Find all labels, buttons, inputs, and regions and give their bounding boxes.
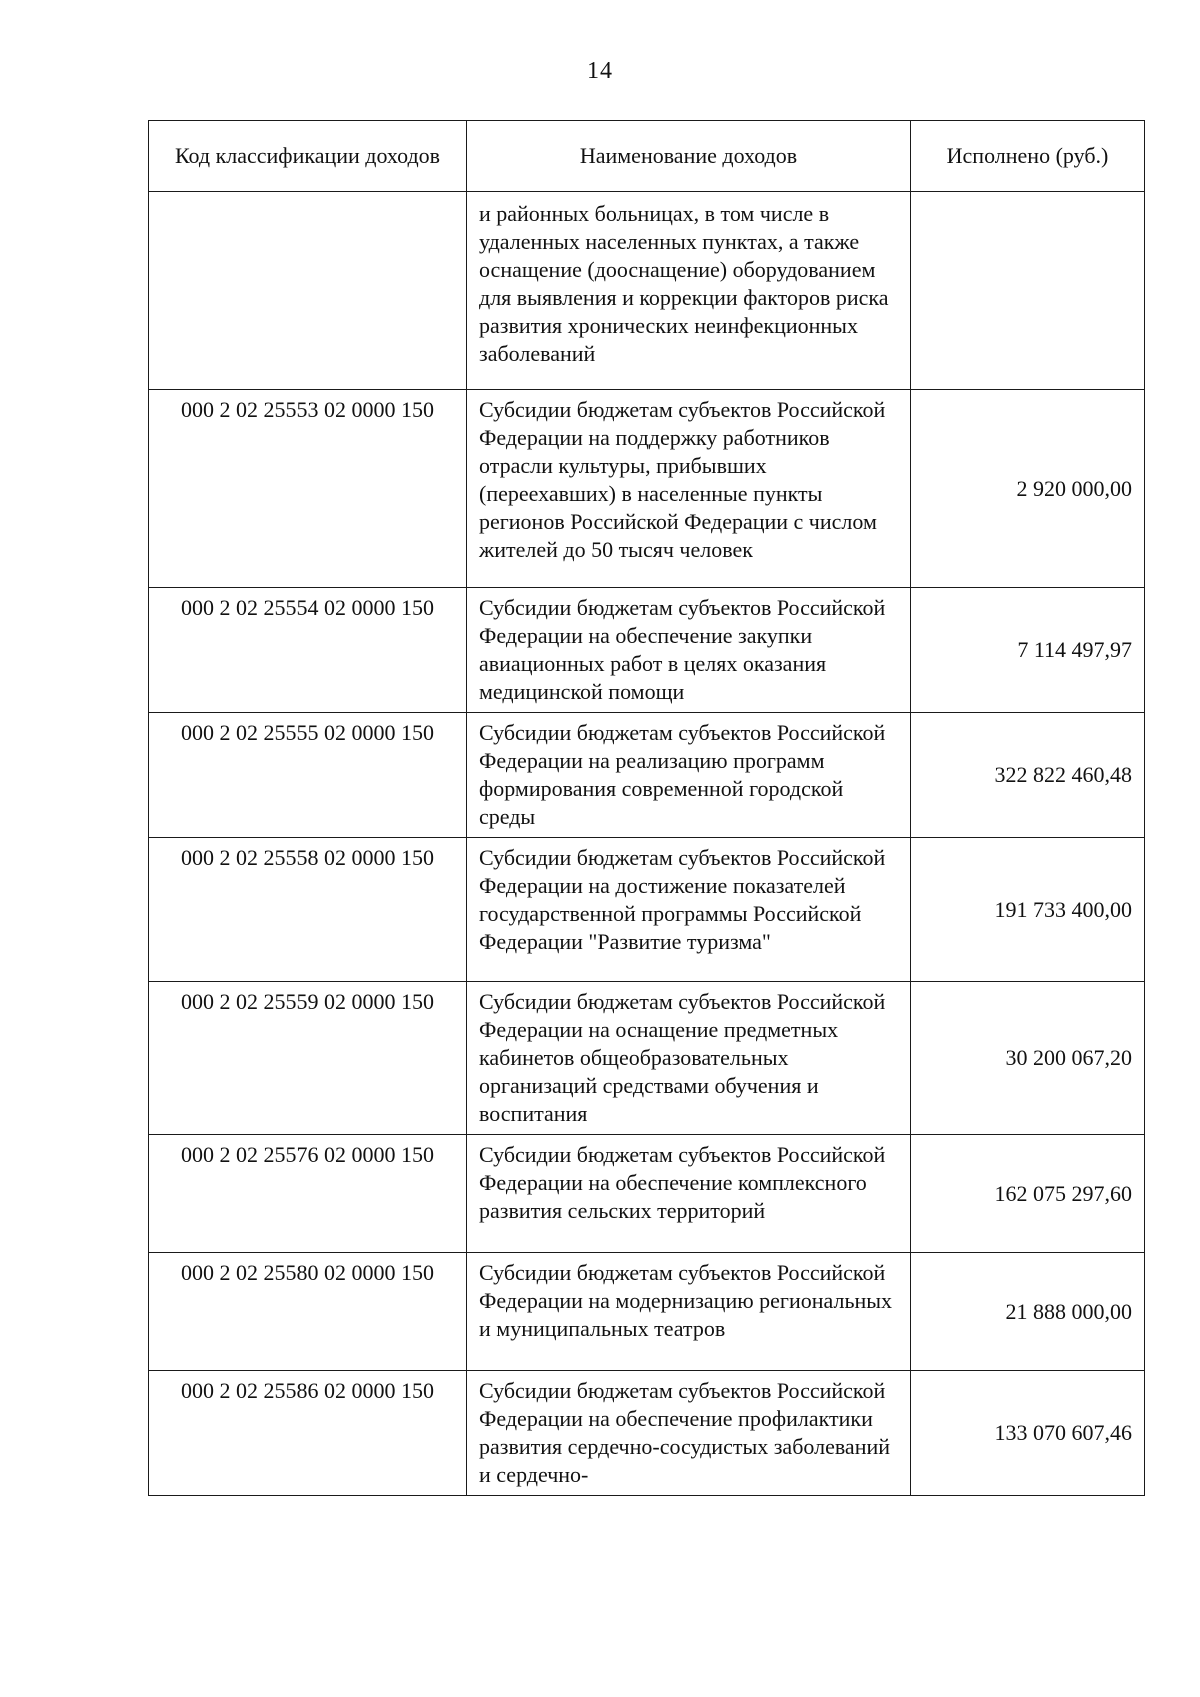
code-cell [149,192,467,390]
header-name: Наименование доходов [467,121,911,192]
table-row [149,1253,1145,1371]
table-row [149,588,1145,713]
amount-cell: 30 200 067,20 [911,982,1145,1135]
amount-cell: 162 075 297,60 [911,1135,1145,1253]
name-cell: Субсидии бюджетам субъектов Российской Федерации на поддержку работников отрасли культуры, прибывших (переехавших) в населенные пункты регионов Российской Федерации с числом жителей до 50 тысяч человек [467,390,911,588]
amount-cell: 7 114 497,97 [911,588,1145,713]
table-row [149,838,1145,982]
table-body [149,192,1145,1496]
name-cell: Субсидии бюджетам субъектов Российской Федерации на обеспечение профилактики развития сердечно-сосудистых заболеваний и сердечно- [467,1371,911,1496]
header-code: Код классификации доходов [149,121,467,192]
name-cell: Субсидии бюджетам субъектов Российской Федерации на обеспечение комплексного развития сельских территорий [467,1135,911,1253]
table-row [149,713,1145,838]
amount-cell [911,192,1145,390]
amount-cell: 21 888 000,00 [911,1253,1145,1371]
name-cell: Субсидии бюджетам субъектов Российской Федерации на обеспечение закупки авиационных работ в целях оказания медицинской помощи [467,588,911,713]
code-cell: 000 2 02 25586 02 0000 150 [149,1371,467,1496]
amount-cell: 133 070 607,46 [911,1371,1145,1496]
name-cell: Субсидии бюджетам субъектов Российской Федерации на оснащение предметных кабинетов общеобразовательных организаций средствами обучения и воспитания [467,982,911,1135]
code-cell: 000 2 02 25553 02 0000 150 [149,390,467,588]
code-cell: 000 2 02 25559 02 0000 150 [149,982,467,1135]
code-cell: 000 2 02 25558 02 0000 150 [149,838,467,982]
amount-cell: 322 822 460,48 [911,713,1145,838]
table-row [149,1371,1145,1496]
page-number: 14 [587,58,613,84]
header-row [149,121,1145,192]
table-row [149,982,1145,1135]
income-table [148,120,1145,1496]
code-cell: 000 2 02 25580 02 0000 150 [149,1253,467,1371]
table-row [149,192,1145,390]
code-cell: 000 2 02 25554 02 0000 150 [149,588,467,713]
amount-cell: 2 920 000,00 [911,390,1145,588]
table-row [149,1135,1145,1253]
header-amount: Исполнено (руб.) [911,121,1145,192]
table-row [149,390,1145,588]
name-cell: Субсидии бюджетам субъектов Российской Федерации на модернизацию региональных и муниципальных театров [467,1253,911,1371]
code-cell: 000 2 02 25555 02 0000 150 [149,713,467,838]
code-cell: 000 2 02 25576 02 0000 150 [149,1135,467,1253]
name-cell: Субсидии бюджетам субъектов Российской Федерации на реализацию программ формирования современной городской среды [467,713,911,838]
name-cell: Субсидии бюджетам субъектов Российской Федерации на достижение показателей государственной программы Российской Федерации "Развитие туризма" [467,838,911,982]
amount-cell: 191 733 400,00 [911,838,1145,982]
table-header [149,121,1145,192]
name-cell: и районных больницах, в том числе в удаленных населенных пунктах, а также оснащение (дооснащение) оборудованием для выявления и коррекции факторов риска развития хронических неинфекционных заболеваний [467,192,911,390]
